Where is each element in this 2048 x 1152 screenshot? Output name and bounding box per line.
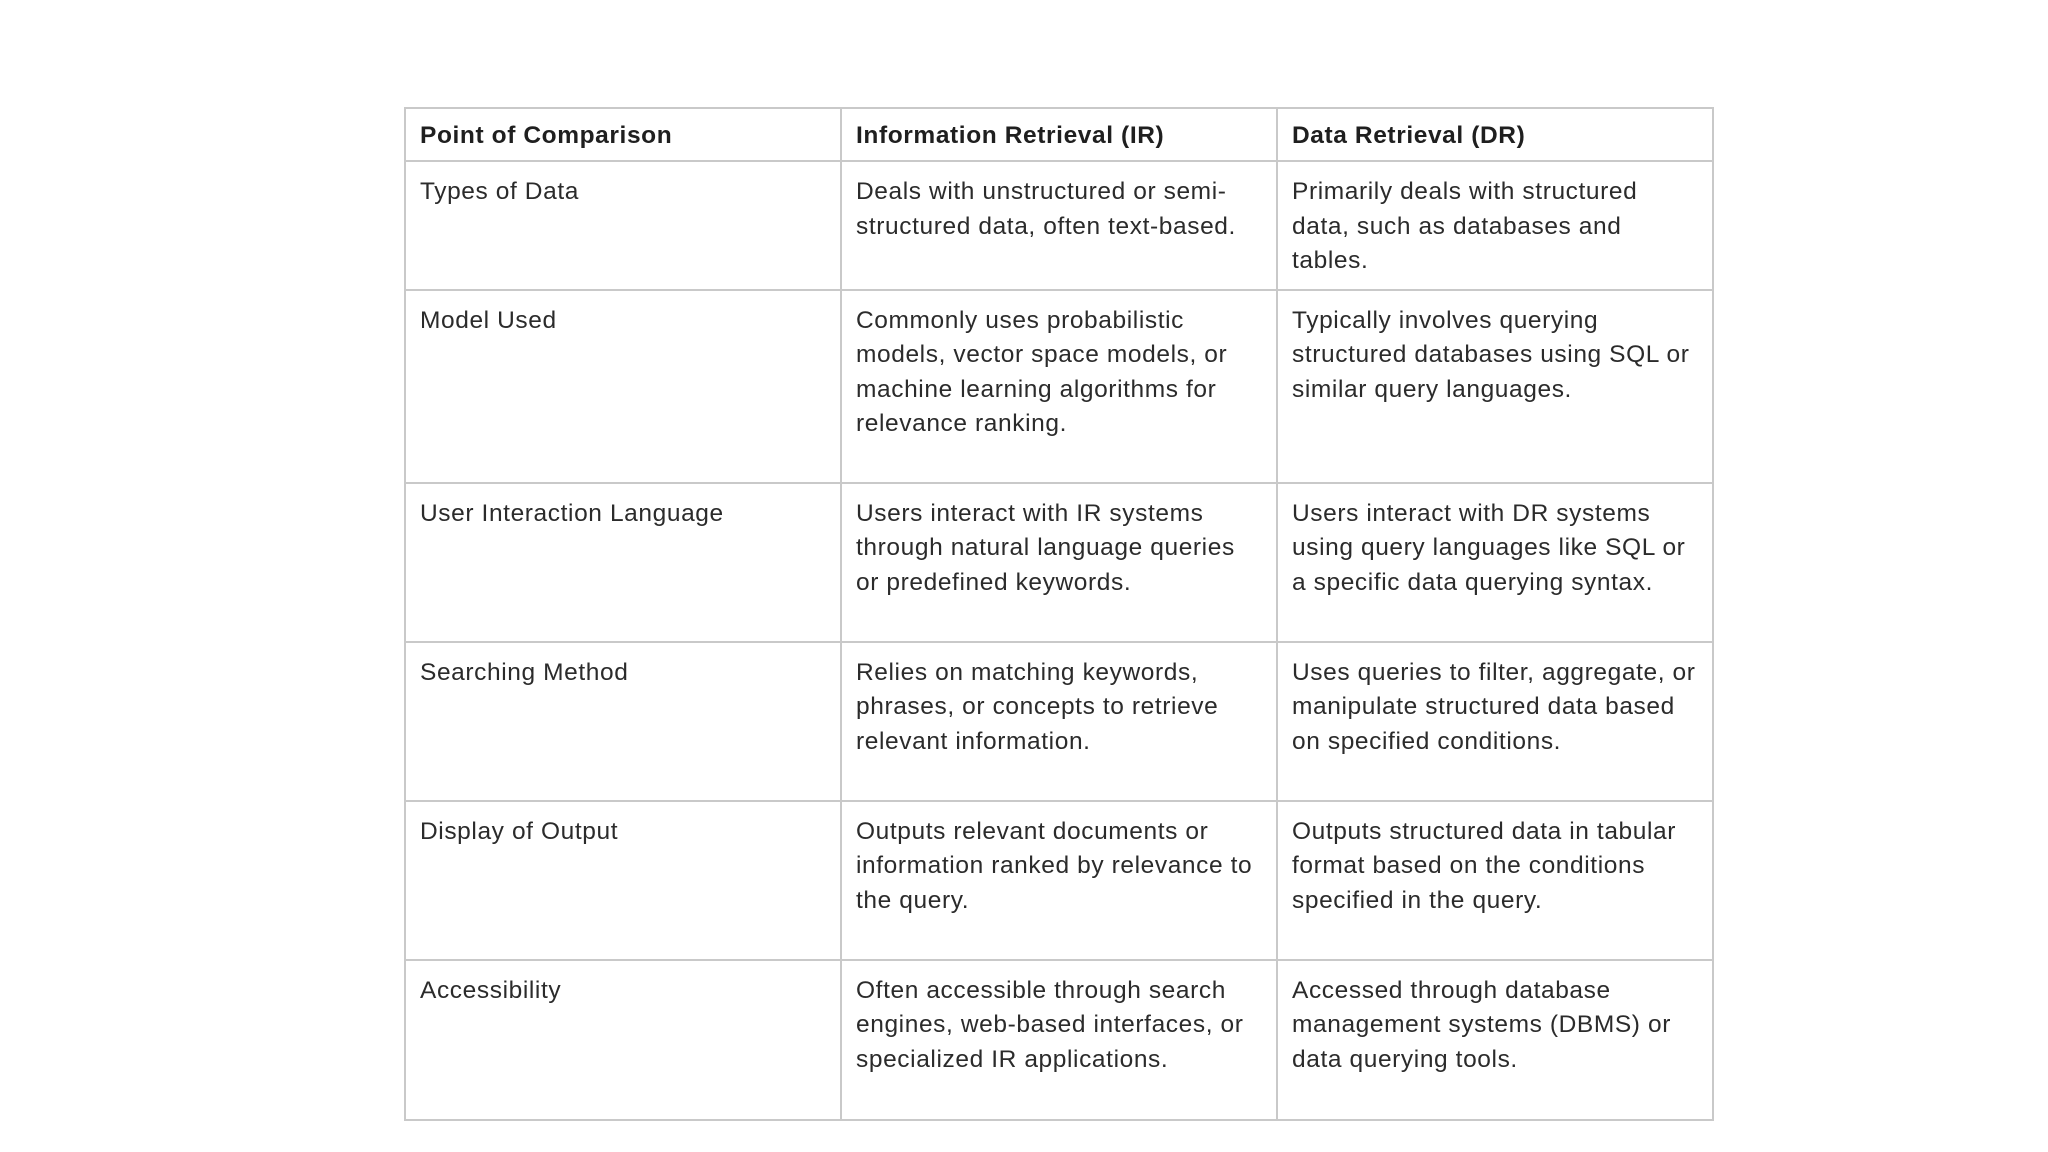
table-row — [405, 483, 1713, 642]
dr-cell: Outputs structured data in tabular format based on the conditions specified in the query. — [1277, 801, 1713, 960]
ir-cell: Often accessible through search engines, web-based interfaces, or specialized IR applications. — [841, 960, 1277, 1120]
header-point-of-comparison: Point of Comparison — [405, 108, 841, 161]
row-label-cell: Accessibility — [405, 960, 841, 1120]
header-information-retrieval: Information Retrieval (IR) — [841, 108, 1277, 161]
row-label-cell: Display of Output — [405, 801, 841, 960]
header-data-retrieval: Data Retrieval (DR) — [1277, 108, 1713, 161]
ir-cell: Outputs relevant documents or information ranked by relevance to the query. — [841, 801, 1277, 960]
ir-cell: Relies on matching keywords, phrases, or concepts to retrieve relevant information. — [841, 642, 1277, 801]
ir-cell: Commonly uses probabilistic models, vector space models, or machine learning algorithms for relevance ranking. — [841, 290, 1277, 483]
dr-cell: Accessed through database management systems (DBMS) or data querying tools. — [1277, 960, 1713, 1120]
table-header — [405, 108, 1713, 161]
table-row — [405, 290, 1713, 483]
table-row — [405, 801, 1713, 960]
dr-cell: Primarily deals with structured data, such as databases and tables. — [1277, 161, 1713, 290]
dr-cell: Users interact with DR systems using query languages like SQL or a specific data querying syntax. — [1277, 483, 1713, 642]
dr-cell: Uses queries to filter, aggregate, or manipulate structured data based on specified conditions. — [1277, 642, 1713, 801]
ir-cell: Users interact with IR systems through natural language queries or predefined keywords. — [841, 483, 1277, 642]
table-header-row — [405, 108, 1713, 161]
table-row — [405, 960, 1713, 1120]
comparison-table — [404, 107, 1714, 1121]
row-label-cell: Model Used — [405, 290, 841, 483]
row-label-cell: Searching Method — [405, 642, 841, 801]
dr-cell: Typically involves querying structured databases using SQL or similar query languages. — [1277, 290, 1713, 483]
table-body — [405, 161, 1713, 1120]
row-label-cell: User Interaction Language — [405, 483, 841, 642]
table-row — [405, 161, 1713, 290]
table-row — [405, 642, 1713, 801]
row-label-cell: Types of Data — [405, 161, 841, 290]
ir-cell: Deals with unstructured or semi-structured data, often text-based. — [841, 161, 1277, 290]
